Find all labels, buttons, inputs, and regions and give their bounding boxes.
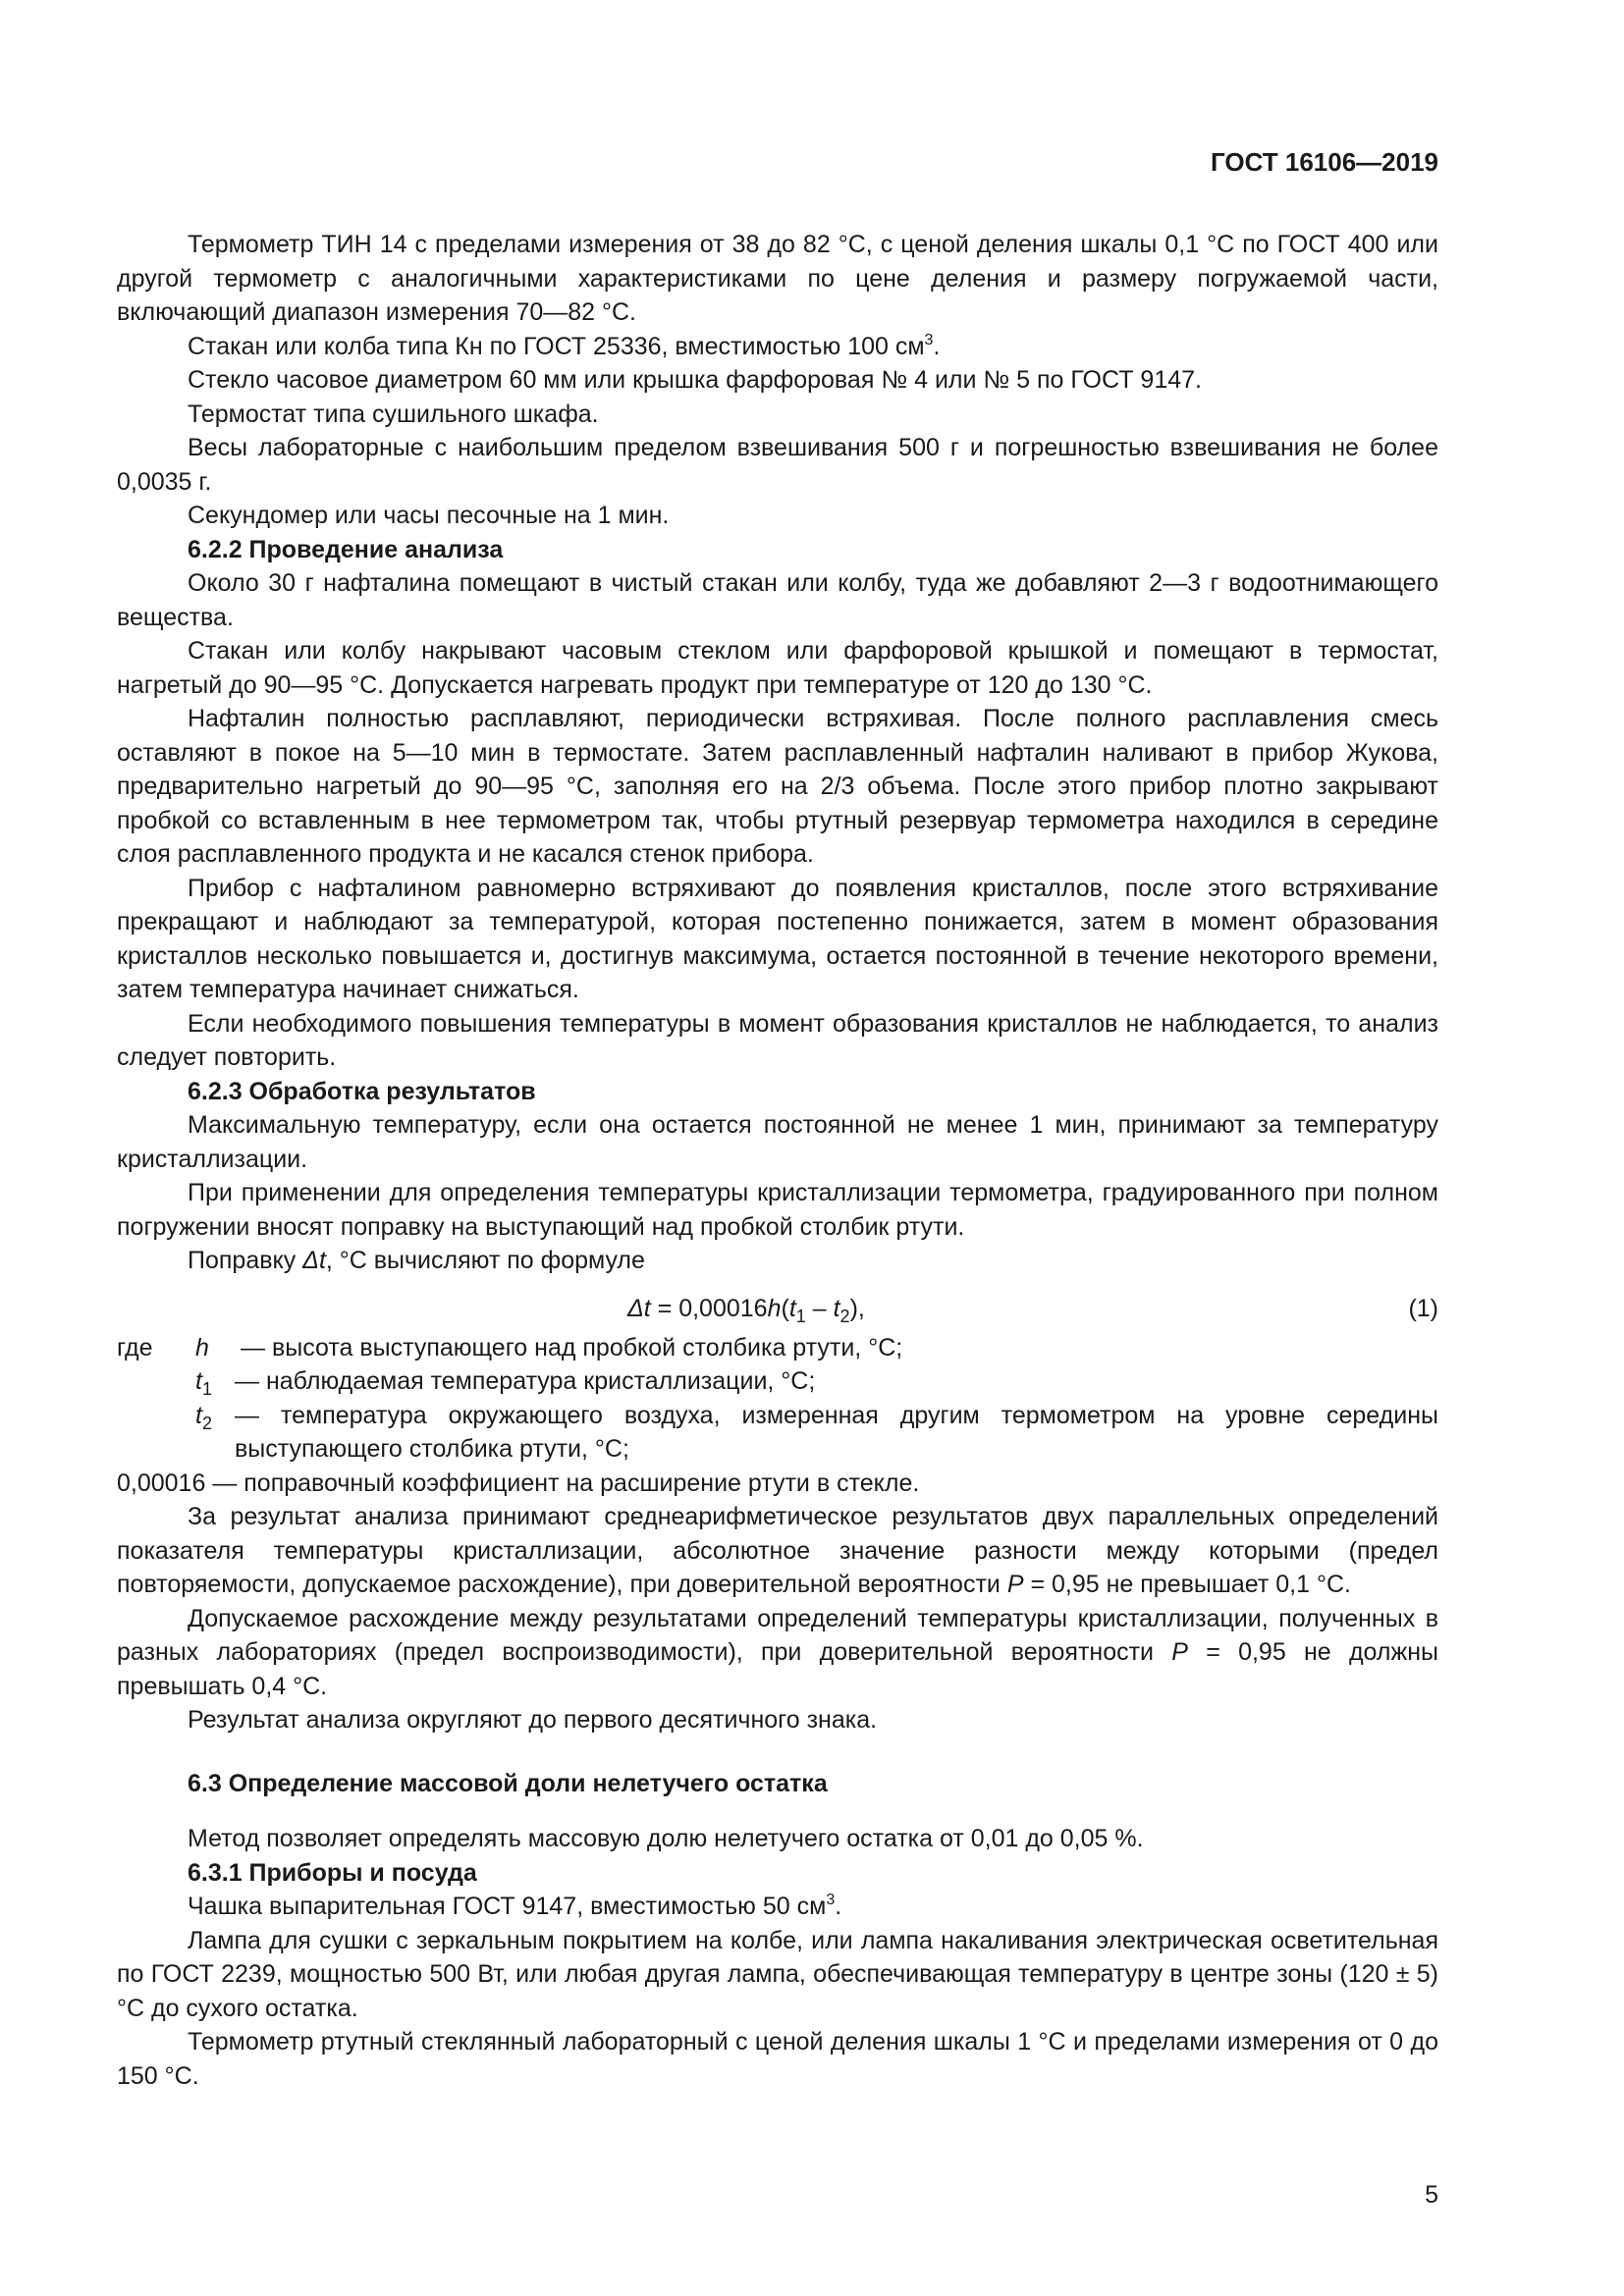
text: = 0,95 не превышает 0,1 °С. <box>1023 1571 1351 1598</box>
formula-t1: t <box>788 1294 796 1322</box>
symbol-t2-letter: t <box>195 1401 202 1429</box>
definition-t2: — температура окружающего воздуха, измеренная другим термометром на уровне середины выступающего столбика ртути, °С; <box>235 1401 1438 1463</box>
paragraph-scales: Весы лабораторные с наибольшим пределом взвешивания 500 г и погрешностью взвешивания не более 0,0035 г. <box>117 434 1438 496</box>
where-row-t1 <box>117 1364 1438 1399</box>
paragraph-mercury-thermometer: Термометр ртутный стеклянный лабораторный с ценой деления шкалы 1 °С и пределами измерения от 0 до 150 °С. <box>117 2028 1438 2090</box>
paragraph-beaker <box>117 330 1438 364</box>
section-heading-6-3: 6.3 Определение массовой доли нелетучего остатка <box>188 1769 828 1797</box>
delta-t-symbol: Δt <box>302 1247 326 1274</box>
paragraph-drying-lamp: Лампа для сушки с зеркальным покрытием на колбе, или лампа накаливания электрическая осветительная по ГОСТ 2239, мощностью 500 Вт, или любая другая лампа, обеспечивающая температуру в центре зоны (120 ± 5) °С до сухого остатка. <box>117 1926 1438 2022</box>
paragraph-correction: При применении для определения температуры кристаллизации термометра, градуированного при полном погружении вносят поправку на выступающий над пробкой столбик ртути. <box>117 1179 1438 1241</box>
symbol-t1-letter: t <box>195 1367 202 1395</box>
paragraph-thermometer-tin14: Термометр ТИН 14 с пределами измерения от 38 до 82 °С, с ценой деления шкалы 0,1 °С по ГОСТ 400 или другой термометр с аналогичными характеристиками по цене деления и размеру погружаемой части, включающий диапазон измерения 70—82 °С. <box>117 231 1438 326</box>
text: Стакан или колба типа Кн по ГОСТ 25336, вместимостью 100 см <box>188 332 925 360</box>
formula-number: (1) <box>1408 1294 1438 1322</box>
section-heading-6-2-2: 6.2.2 Проведение анализа <box>188 535 504 563</box>
section-heading-6-2-3: 6.2.3 Обработка результатов <box>188 1077 536 1105</box>
paragraph-naphthalene-sample: Около 30 г нафталина помещают в чистый стакан или колбу, туда же добавляют 2—3 г водоотнимающего вещества. <box>117 569 1438 631</box>
formula-close: ), <box>849 1294 865 1322</box>
document-header: ГОСТ 16106—2019 <box>1211 147 1438 177</box>
paragraph-method-range: Метод позволяет определять массовую долю нелетучего остатка от 0,01 до 0,05 %. <box>188 1825 1144 1852</box>
symbol-t1-sub: 1 <box>201 1379 212 1399</box>
superscript: 3 <box>826 1892 836 1908</box>
formula-eq: = 0,00016 <box>650 1294 768 1322</box>
formula-open: ( <box>781 1294 789 1322</box>
definition-t1: — наблюдаемая температура кристаллизации, °С; <box>235 1367 816 1395</box>
text: = 0,95 не должны превышать 0,4 °С. <box>117 1638 1438 1700</box>
symbol-t2 <box>195 1399 235 1467</box>
paragraph-stopwatch: Секундомер или часы песочные на 1 мин. <box>188 502 670 529</box>
document-page <box>117 0 1438 2296</box>
paragraph-max-temperature: Максимальную температуру, если она остается постоянной не менее 1 мин, принимают за температуру кристаллизации. <box>117 1111 1438 1173</box>
text: Чашка выпарительная ГОСТ 9147, вместимостью 50 см <box>188 1893 827 1920</box>
text: . <box>835 1893 842 1920</box>
symbol-t1 <box>195 1364 235 1399</box>
text: За результат анализа принимают среднеарифметическое результатов двух параллельных определений показателя температуры кристаллизации, абсолютное значение разности между которыми (предел повторяемости, допускаемое расхождение), при доверительной вероятности <box>117 1503 1438 1598</box>
document-body <box>117 228 1438 2093</box>
probability-symbol: Р <box>1171 1638 1188 1666</box>
paragraph-rounding: Результат анализа округляют до первого десятичного знака. <box>188 1706 878 1734</box>
paragraph-formula-intro <box>117 1244 1438 1278</box>
paragraph-reproducibility <box>117 1602 1438 1704</box>
formula-sub1: 1 <box>795 1306 806 1326</box>
paragraph-thermostat: Термостат типа сушильного шкафа. <box>188 400 599 428</box>
paragraph-result-repeatability <box>117 1500 1438 1602</box>
where-row-t2 <box>117 1399 1438 1467</box>
text: , °С вычисляют по формуле <box>325 1247 645 1274</box>
probability-symbol: Р <box>1006 1571 1024 1598</box>
formula-sub2: 2 <box>839 1306 850 1326</box>
symbol-t2-sub: 2 <box>201 1413 212 1433</box>
superscript: 3 <box>924 331 934 348</box>
paragraph-cover-beaker: Стакан или колбу накрывают часовым стеклом или фарфоровой крышкой и помещают в термостат, нагретый до 90—95 °С. Допускается нагревать продукт при температуре от 120 до 130 °С. <box>117 637 1438 699</box>
formula-1 <box>117 1292 1438 1331</box>
formula-h: h <box>767 1294 782 1322</box>
formula-lhs: Δt <box>627 1294 651 1322</box>
paragraph-evaporating-dish <box>117 1890 1438 1924</box>
text: . <box>933 332 941 360</box>
formula-t2: t <box>833 1294 840 1322</box>
formula-expression <box>627 1292 865 1326</box>
text: Поправку <box>188 1247 303 1274</box>
formula-minus: – <box>805 1294 834 1322</box>
where-row-h <box>117 1331 1438 1365</box>
symbol-h: h <box>195 1333 209 1362</box>
definition-h: — высота выступающего над пробкой столбика ртути, °С; <box>241 1333 903 1362</box>
paragraph-watch-glass: Стекло часовое диаметром 60 мм или крышка фарфоровая № 4 или № 5 по ГОСТ 9147. <box>188 366 1202 394</box>
text: Допускаемое расхождение между результатами определений температуры кристаллизации, полученных в разных лабораториях (предел воспроизводимости), при доверительной вероятности <box>117 1604 1438 1666</box>
definition-coefficient: 0,00016 — поправочный коэффициент на расширение ртути в стекле. <box>117 1468 920 1497</box>
paragraph-shaking: Прибор с нафталином равномерно встряхивают до появления кристаллов, после этого встряхивание прекращают и наблюдают за температурой, которая постепенно понижается, затем в момент образования кристаллов несколько повышается и, достигнув максимума, остается постоянной в течение некоторого времени, затем температура начинает снижаться. <box>117 874 1438 1003</box>
where-word: где <box>117 1333 153 1362</box>
where-list <box>117 1331 1438 1501</box>
page-number: 5 <box>1425 2181 1438 2209</box>
section-heading-6-3-1: 6.3.1 Приборы и посуда <box>188 1858 477 1887</box>
paragraph-melting: Нафталин полностью расплавляют, периодически встряхивая. После полного расплавления смесь оставляют в покое на 5—10 мин в термостате. Затем расплавленный нафталин наливают в прибор Жукова, предварительно нагретый до 90—95 °С, заполняя его на 2/3 объема. После этого прибор плотно закрывают пробкой со вставленным в нее термометром так, чтобы ртутный резервуар термометра находился в середине слоя расплавленного продукта и не касался стенок прибора. <box>117 705 1438 868</box>
paragraph-repeat-analysis: Если необходимого повышения температуры в момент образования кристаллов не наблюдается, то анализ следует повторить. <box>117 1009 1438 1071</box>
